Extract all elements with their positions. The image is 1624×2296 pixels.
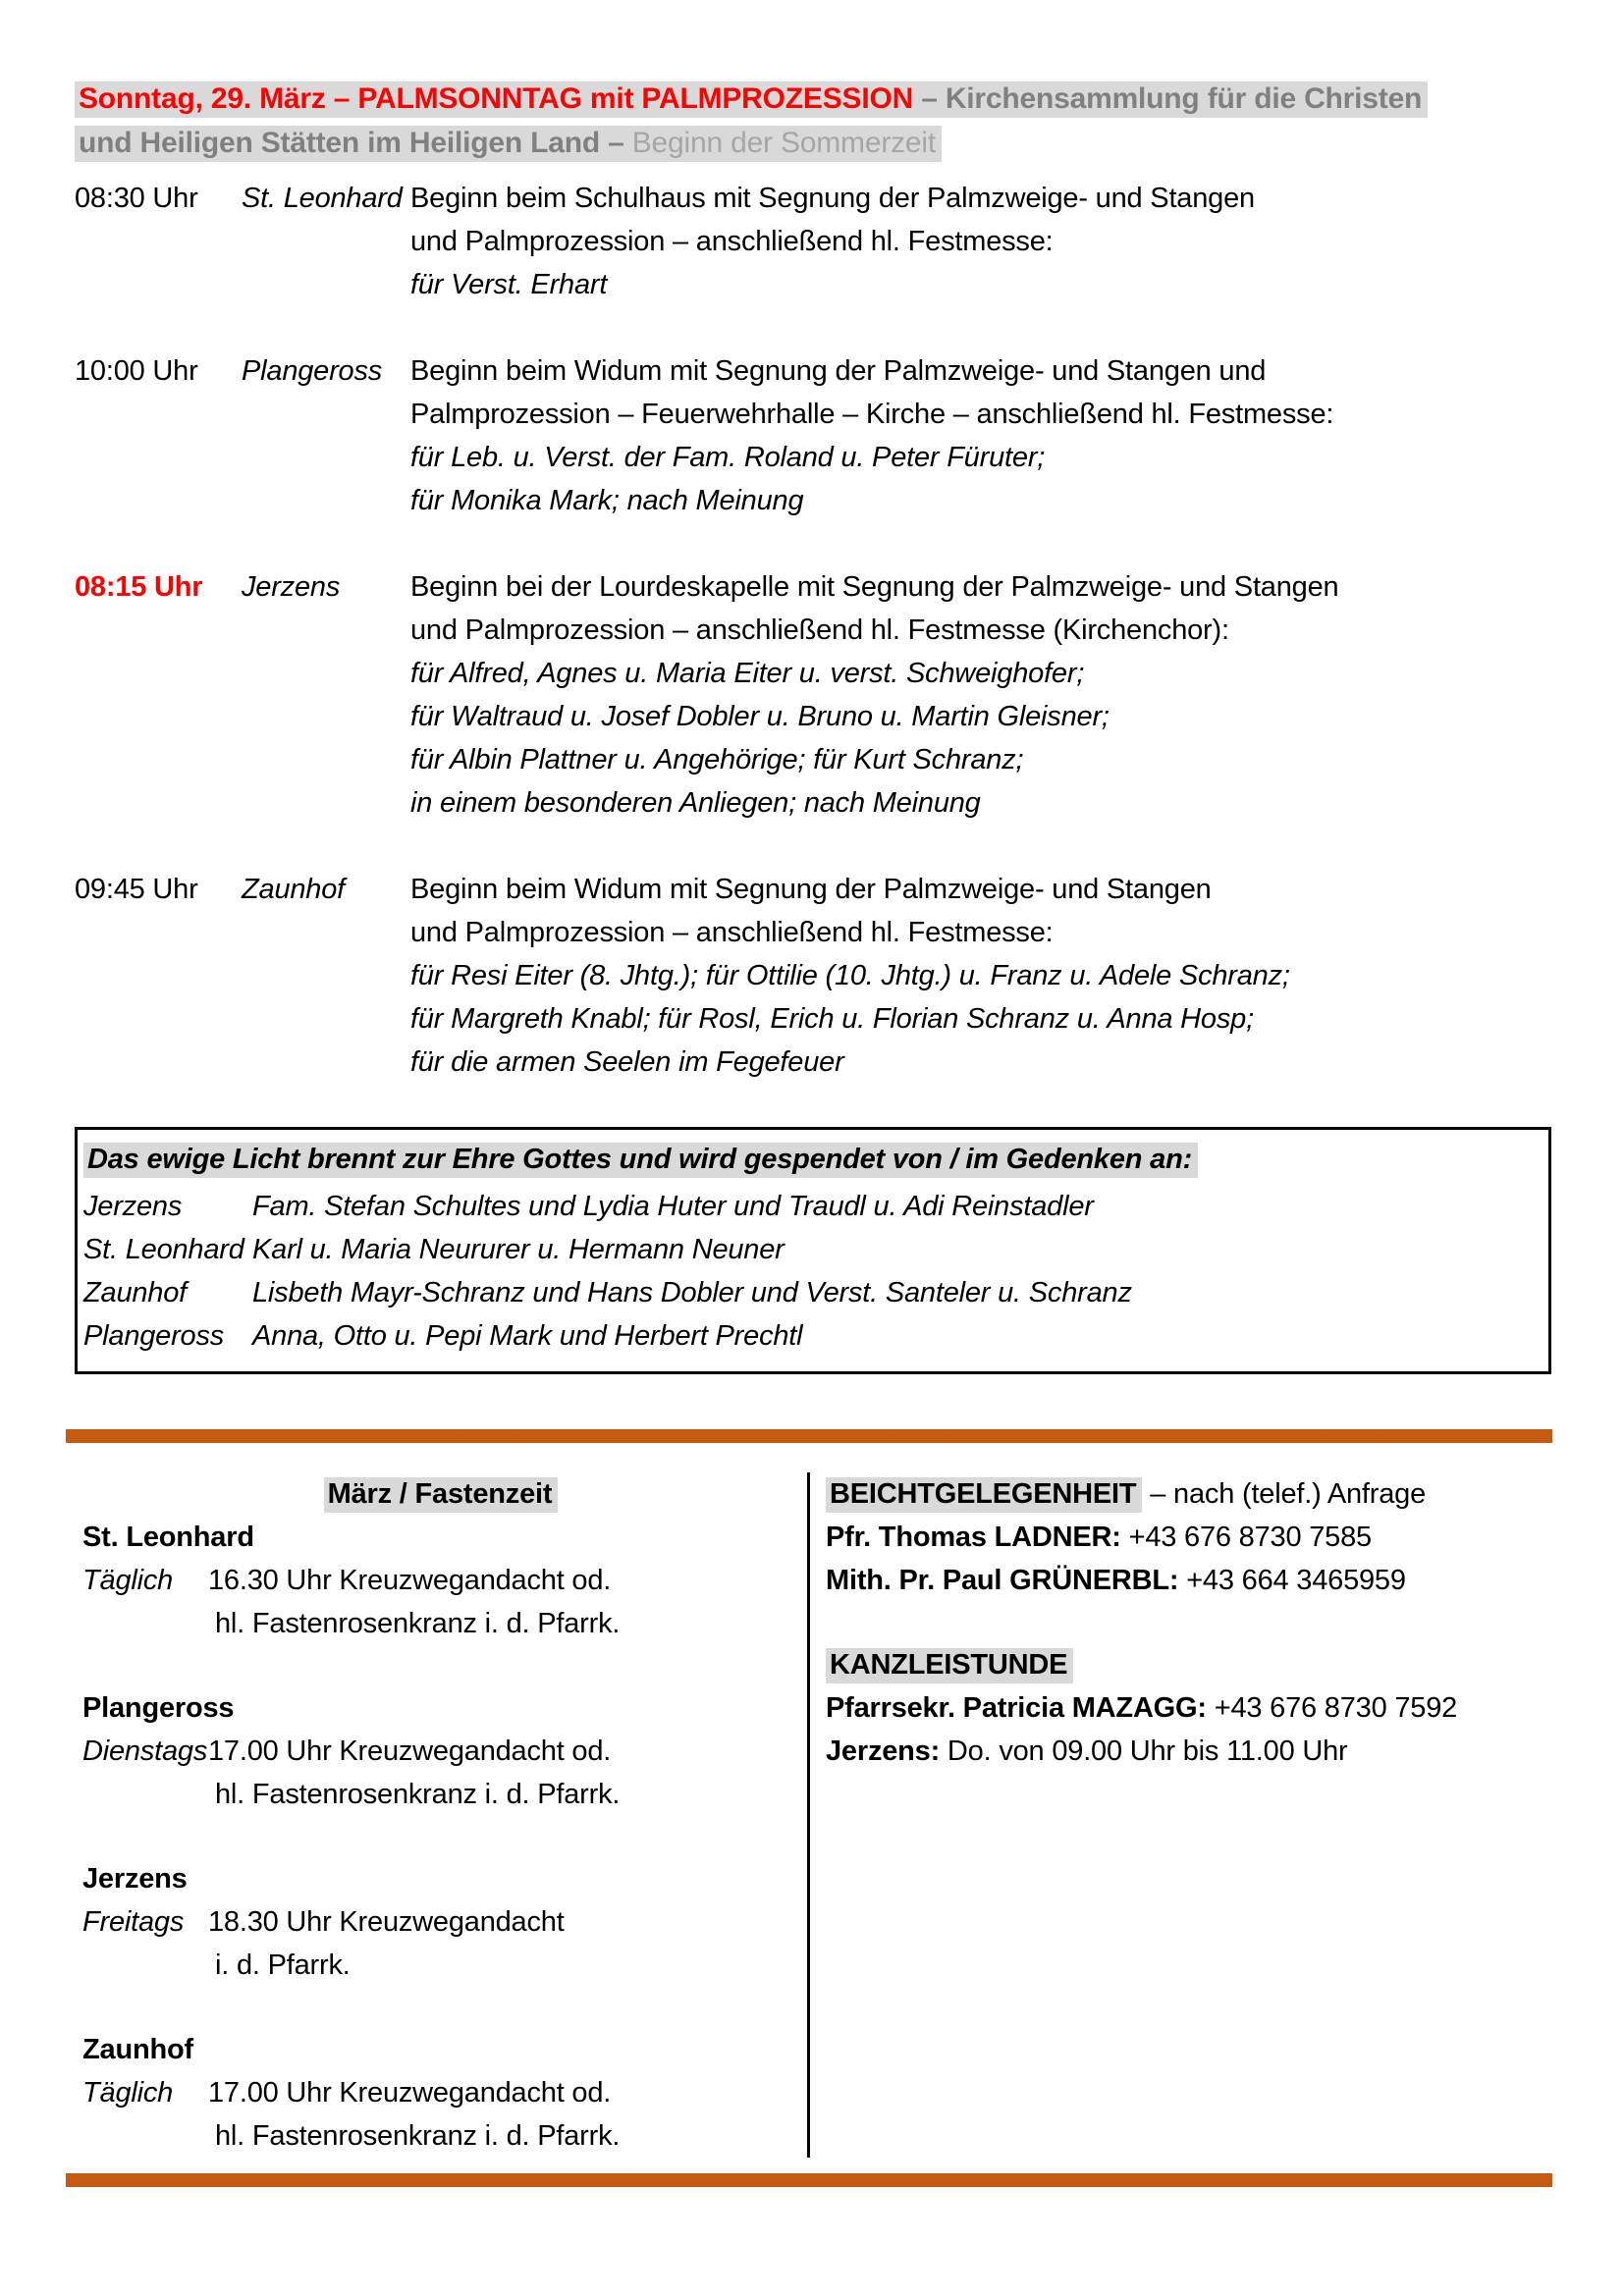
eternal-light-row — [83, 1271, 1539, 1314]
mass-intention: für Albin Plattner u. Angehörige; für Kurt Schranz; — [410, 744, 1024, 775]
fastenzeit-day: Freitags — [82, 1906, 185, 1938]
fastenzeit-day: Dienstags — [82, 1735, 208, 1767]
header-date-title: Sonntag, 29. März – PALMSONNTAG mit PALMPROZESSION — [79, 82, 914, 115]
description-line: Beginn beim Widum mit Segnung der Palmzweige- und Stangen — [410, 874, 1212, 905]
description-line: und Palmprozession – anschließend hl. Festmesse: — [410, 917, 1054, 948]
mass-intention: für Verst. Erhart — [410, 269, 608, 300]
fastenzeit-row — [82, 2071, 807, 2158]
section-divider-bar-top — [66, 1429, 1552, 1443]
office-hours: Do. von 09.00 Uhr bis 11.00 Uhr — [940, 1735, 1348, 1767]
header-collection-note-1: – Kirchensammlung für die Christen — [913, 82, 1423, 115]
fastenzeit-group-zaunhof — [75, 2028, 807, 2158]
fastenzeit-place: St. Leonhard — [82, 1522, 254, 1553]
entry-description — [410, 565, 1551, 825]
fastenzeit-title-highlight: März / Fastenzeit — [324, 1477, 559, 1513]
eternal-light-row — [83, 1228, 1539, 1271]
fastenzeit-group-st-leonhard — [75, 1516, 807, 1645]
mass-intention: für Waltraud u. Josef Dobler u. Bruno u. Martin Gleisner; — [410, 701, 1110, 732]
eternal-light-row — [83, 1314, 1539, 1358]
fastenzeit-time-line: 16.30 Uhr Kreuzwegandacht od. — [208, 1565, 612, 1596]
fastenzeit-times — [208, 1900, 807, 1987]
header-line-1 — [75, 77, 1551, 121]
entry-time: 10:00 Uhr — [75, 355, 198, 387]
entry-description — [410, 868, 1551, 1084]
fastenzeit-time-line: 17.00 Uhr Kreuzwegandacht od. — [208, 1735, 612, 1767]
description-line: und Palmprozession – anschließend hl. Festmesse: — [410, 226, 1054, 257]
fastenzeit-column — [75, 1472, 807, 2158]
description-line: und Palmprozession – anschließend hl. Festmesse (Kirchenchor): — [410, 614, 1229, 646]
entry-description — [410, 177, 1551, 306]
priest-contact-line — [826, 1516, 1551, 1559]
eternal-light-row — [83, 1185, 1539, 1228]
header-highlight-1 — [75, 81, 1428, 118]
entry-place: Zaunhof — [242, 874, 346, 905]
schedule-entry-zaunhof — [75, 868, 1551, 1084]
confession-line — [826, 1472, 1551, 1516]
description-line: Palmprozession – Feuerwehrhalle – Kirche – anschließend hl. Festmesse: — [410, 399, 1334, 430]
entry-place: Plangeross — [242, 355, 383, 387]
secretary-contact-line — [826, 1686, 1551, 1730]
fastenzeit-time-line: hl. Fastenrosenkranz i. d. Pfarrk. — [215, 1608, 621, 1639]
priest-phone: +43 676 8730 7585 — [1120, 1522, 1372, 1553]
assistant-priest-name: Mith. Pr. Paul GRÜNERBL: — [826, 1565, 1179, 1596]
eternal-light-donors: Karl u. Maria Neururer u. Hermann Neuner — [252, 1234, 785, 1265]
mass-intention: in einem besonderen Anliegen; nach Meinung — [410, 787, 981, 819]
eternal-light-donors: Fam. Stefan Schultes und Lydia Huter und Traudl u. Adi Reinstadler — [252, 1191, 1094, 1222]
description-line: Beginn beim Widum mit Segnung der Palmzweige- und Stangen und — [410, 355, 1267, 387]
section-divider-bar-bottom — [66, 2173, 1552, 2187]
secretary-phone: +43 676 8730 7592 — [1206, 1692, 1458, 1724]
mass-intention: für Resi Eiter (8. Jhtg.); für Ottilie (10. Jhtg.) u. Franz u. Adele Schranz; — [410, 960, 1290, 991]
fastenzeit-place: Jerzens — [82, 1863, 188, 1895]
mass-intention: für Margreth Knabl; für Rosl, Erich u. Florian Schranz u. Anna Hosp; — [410, 1003, 1254, 1035]
fastenzeit-time-line: 17.00 Uhr Kreuzwegandacht od. — [208, 2077, 612, 2109]
fastenzeit-place: Plangeross — [82, 1692, 235, 1724]
office-hours-line — [826, 1730, 1551, 1773]
entry-time-highlighted: 08:15 Uhr — [75, 571, 203, 603]
fastenzeit-time-line: 18.30 Uhr Kreuzwegandacht — [208, 1906, 565, 1938]
mass-intention: für Monika Mark; nach Meinung — [410, 485, 804, 516]
mass-schedule — [75, 177, 1551, 1084]
contact-column — [810, 1472, 1551, 2158]
secretary-name: Pfarrsekr. Patricia MAZAGG: — [826, 1692, 1207, 1724]
entry-time: 09:45 Uhr — [75, 874, 198, 905]
office-hours-block — [826, 1643, 1551, 1773]
confession-note: – nach (telef.) Anfrage — [1142, 1478, 1427, 1510]
fastenzeit-times — [208, 1730, 807, 1816]
description-line: Beginn bei der Lourdeskapelle mit Segnung der Palmzweige- und Stangen — [410, 571, 1339, 603]
header-collection-note-2: und Heiligen Stätten im Heiligen Land – — [79, 127, 632, 159]
priest-name: Pfr. Thomas LADNER: — [826, 1522, 1121, 1553]
assistant-priest-contact-line — [826, 1559, 1551, 1602]
fastenzeit-time-line: hl. Fastenrosenkranz i. d. Pfarrk. — [215, 1779, 621, 1810]
header-summertime-note: Beginn der Sommerzeit — [631, 127, 937, 159]
office-title: KANZLEISTUNDE — [826, 1648, 1073, 1683]
header-highlight-2 — [75, 126, 942, 162]
entry-time: 08:30 Uhr — [75, 183, 198, 214]
mass-intention: für Alfred, Agnes u. Maria Eiter u. verst. Schweighofer; — [410, 658, 1085, 689]
entry-place: Jerzens — [242, 571, 341, 603]
fastenzeit-times — [208, 2071, 807, 2158]
fastenzeit-place: Zaunhof — [82, 2034, 193, 2065]
eternal-light-place: Zaunhof — [83, 1277, 188, 1308]
schedule-entry-jerzens — [75, 565, 1551, 825]
eternal-light-box — [75, 1127, 1551, 1374]
fastenzeit-title — [75, 1472, 807, 1516]
entry-description — [410, 349, 1551, 522]
header-line-2 — [75, 121, 1551, 165]
fastenzeit-day: Täglich — [82, 2077, 174, 2109]
fastenzeit-time-line: hl. Fastenrosenkranz i. d. Pfarrk. — [215, 2120, 621, 2152]
fastenzeit-times — [208, 1559, 807, 1645]
eternal-light-donors: Anna, Otto u. Pepi Mark und Herbert Prechtl — [252, 1320, 803, 1352]
office-title-line — [826, 1643, 1551, 1686]
mass-intention: für Leb. u. Verst. der Fam. Roland u. Peter Füruter; — [410, 442, 1046, 473]
schedule-entry-plangeross — [75, 349, 1551, 522]
fastenzeit-group-plangeross — [75, 1686, 807, 1816]
footer-section — [75, 1472, 1551, 2158]
eternal-light-title-highlight: Das ewige Licht brennt zur Ehre Gottes und wird gespendet von / im Gedenken an: — [83, 1143, 1198, 1178]
office-location: Jerzens: — [826, 1735, 941, 1767]
fastenzeit-row — [82, 1559, 807, 1645]
eternal-light-title — [83, 1138, 1539, 1181]
eternal-light-place: Plangeross — [83, 1320, 225, 1352]
fastenzeit-time-line: i. d. Pfarrk. — [215, 1949, 351, 1981]
page-header — [75, 77, 1551, 165]
confession-title: BEICHTGELEGENHEIT — [826, 1477, 1142, 1513]
entry-place: St. Leonhard — [242, 183, 403, 214]
fastenzeit-row — [82, 1730, 807, 1816]
description-line: Beginn beim Schulhaus mit Segnung der Palmzweige- und Stangen — [410, 183, 1255, 214]
mass-intention: für die armen Seelen im Fegefeuer — [410, 1046, 844, 1078]
eternal-light-place: Jerzens — [83, 1191, 183, 1222]
assistant-priest-phone: +43 664 3465959 — [1178, 1565, 1406, 1596]
fastenzeit-row — [82, 1900, 807, 1987]
schedule-entry-st-leonhard — [75, 177, 1551, 306]
fastenzeit-day: Täglich — [82, 1565, 174, 1596]
eternal-light-place: St. Leonhard — [83, 1234, 244, 1265]
fastenzeit-group-jerzens — [75, 1857, 807, 1987]
eternal-light-donors: Lisbeth Mayr-Schranz und Hans Dobler und Verst. Santeler u. Schranz — [252, 1277, 1132, 1308]
